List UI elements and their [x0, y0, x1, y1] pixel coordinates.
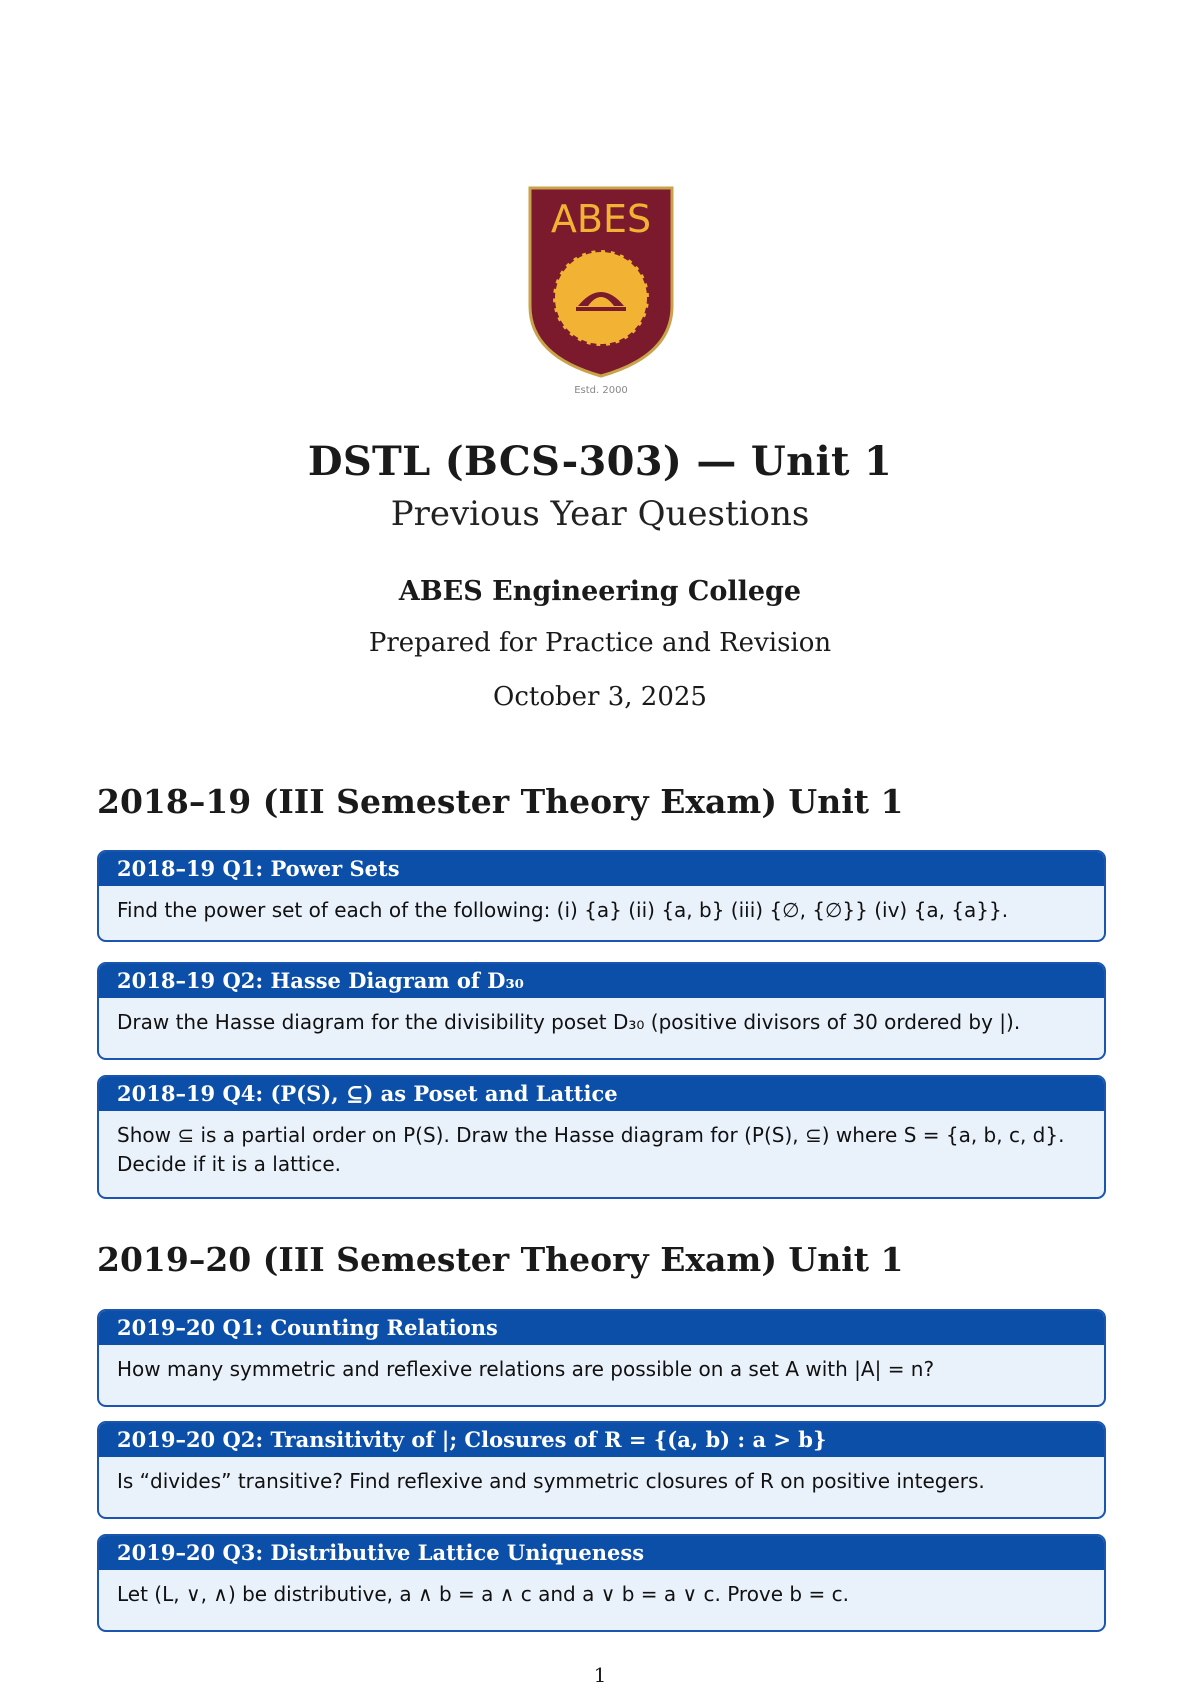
question-box [97, 850, 1106, 942]
college-name: ABES Engineering College [398, 576, 802, 607]
question-box [97, 962, 1106, 1060]
question-body: Is “divides” transitive? Find reflexive and symmetric closures of R on positive integers. [117, 1469, 985, 1493]
question-box [97, 1534, 1106, 1632]
section-heading-2018-19: 2018–19 (III Semester Theory Exam) Unit 1 [97, 782, 904, 821]
question-title: 2018–19 Q1: Power Sets [99, 852, 1104, 886]
question-title: 2019–20 Q2: Transitivity of |; Closures of R = {(a, b) : a > b} [99, 1423, 1104, 1457]
document-subtitle: Previous Year Questions [390, 494, 810, 534]
question-body: How many symmetric and reflexive relations are possible on a set A with |A| = n? [117, 1357, 935, 1381]
question-title: 2018–19 Q2: Hasse Diagram of D₃₀ [99, 964, 1104, 998]
college-logo [526, 186, 676, 396]
page-number: 1 [593, 1663, 607, 1687]
question-body: Find the power set of each of the following: (i) {a} (ii) {a, b} (iii) {∅, {∅}} (iv) {a, {a}}. [117, 898, 1009, 922]
document-title: DSTL (BCS-303) — Unit 1 [307, 438, 893, 485]
logo-established: Estd. 2000 [574, 385, 628, 396]
question-box [97, 1075, 1106, 1199]
question-body: Let (L, ∨, ∧) be distributive, a ∧ b = a ∧ c and a ∨ b = a ∨ c. Prove b = c. [117, 1582, 849, 1606]
question-body: Show ⊆ is a partial order on P(S). Draw the Hasse diagram for (P(S), ⊆) where S = {a, b, c, d}. Decide if it is a lattice. [117, 1123, 1065, 1176]
document-date: October 3, 2025 [493, 682, 707, 712]
question-title: 2019–20 Q3: Distributive Lattice Uniqueness [99, 1536, 1104, 1570]
question-title: 2018–19 Q4: (P(S), ⊆) as Poset and Lattice [99, 1077, 1104, 1111]
question-box [97, 1421, 1106, 1519]
section-heading-2019-20: 2019–20 (III Semester Theory Exam) Unit 1 [97, 1240, 904, 1279]
prepared-note: Prepared for Practice and Revision [368, 628, 832, 658]
question-title: 2019–20 Q1: Counting Relations [99, 1311, 1104, 1345]
logo-text: ABES [550, 197, 652, 241]
question-body: Draw the Hasse diagram for the divisibility poset D₃₀ (positive divisors of 30 ordered by |). [117, 1010, 1021, 1034]
question-box [97, 1309, 1106, 1407]
